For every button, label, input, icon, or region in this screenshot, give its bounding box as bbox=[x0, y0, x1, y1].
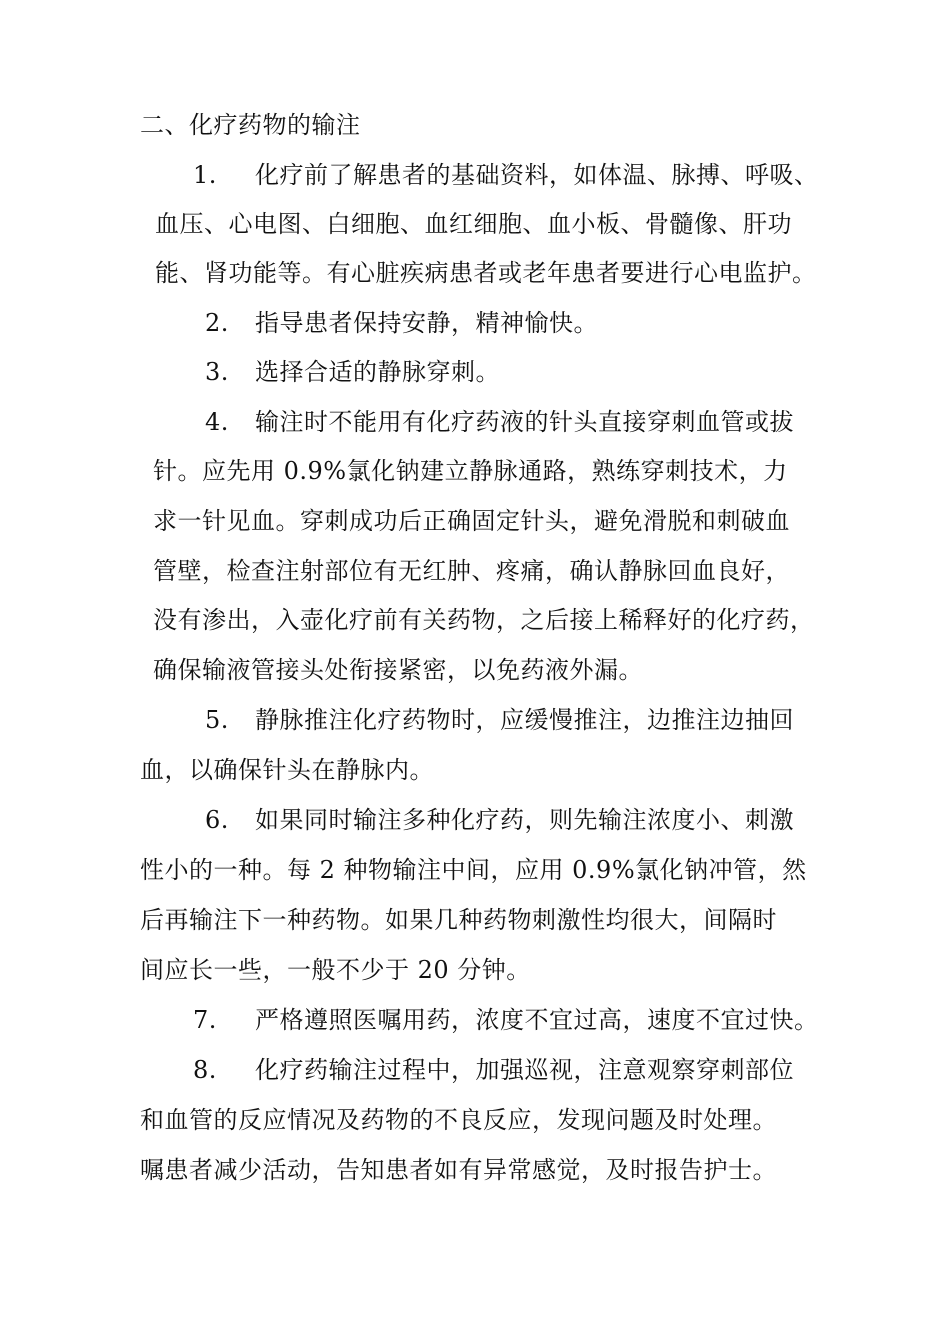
item-4-line-6: 确保输液管接头处衔接紧密，以免药液外漏。 bbox=[153, 656, 643, 684]
item-1-line-1: 化疗前了解患者的基础资料，如体温、脉搏、呼吸、 bbox=[255, 161, 819, 189]
item-2-number: 2. bbox=[205, 309, 229, 337]
item-6-line-4: 间应长一些，一般不少于 20 分钟。 bbox=[140, 956, 531, 984]
item-1-line-2: 血压、心电图、白细胞、血红细胞、血小板、骨髓像、肝功 bbox=[155, 210, 792, 238]
item-8-line-2: 和血管的反应情况及药物的不良反应，发现问题及时处理。 bbox=[140, 1106, 777, 1134]
item-4-line-2: 针。应先用 0.9%氯化钠建立静脉通路，熟练穿刺技术，力 bbox=[153, 457, 788, 485]
item-5-number: 5. bbox=[205, 706, 229, 734]
item-5-line-1: 静脉推注化疗药物时，应缓慢推注，边推注边抽回 bbox=[255, 706, 794, 734]
item-6-line-2: 性小的一种。每 2 种物输注中间，应用 0.9%氯化钠冲管，然 bbox=[140, 856, 807, 884]
item-8-line-1: 化疗药输注过程中，加强巡视，注意观察穿刺部位 bbox=[255, 1056, 794, 1084]
item-8-line-3: 嘱患者减少活动，告知患者如有异常感觉，及时报告护士。 bbox=[140, 1156, 777, 1184]
item-6-line-1: 如果同时输注多种化疗药，则先输注浓度小、刺激 bbox=[255, 806, 794, 834]
item-2-line-1: 指导患者保持安静，精神愉快。 bbox=[255, 309, 598, 337]
item-4-line-5: 没有渗出，入壶化疗前有关药物，之后接上稀释好的化疗药， bbox=[153, 606, 815, 634]
item-7-line-1: 严格遵照医嘱用药，浓度不宜过高，速度不宜过快。 bbox=[255, 1006, 819, 1034]
item-4-number: 4. bbox=[205, 408, 229, 436]
item-3-number: 3. bbox=[205, 358, 229, 386]
section-heading: 二、化疗药物的输注 bbox=[140, 111, 361, 139]
item-8-number: 8. bbox=[193, 1056, 217, 1084]
item-1-line-3: 能、肾功能等。有心脏疾病患者或老年患者要进行心电监护。 bbox=[155, 259, 817, 287]
item-4-line-4: 管壁，检查注射部位有无红肿、疼痛，确认静脉回血良好， bbox=[153, 557, 790, 585]
item-5-line-2: 血，以确保针头在静脉内。 bbox=[140, 756, 434, 784]
item-4-line-3: 求一针见血。穿刺成功后正确固定针头，避免滑脱和刺破血 bbox=[153, 507, 790, 535]
item-6-number: 6. bbox=[205, 806, 229, 834]
item-1-number: 1. bbox=[193, 161, 217, 189]
item-3-line-1: 选择合适的静脉穿刺。 bbox=[255, 358, 500, 386]
item-4-line-1: 输注时不能用有化疗药液的针头直接穿刺血管或拔 bbox=[255, 408, 794, 436]
item-6-line-3: 后再输注下一种药物。如果几种药物刺激性均很大，间隔时 bbox=[140, 906, 777, 934]
item-7-number: 7. bbox=[193, 1006, 217, 1034]
